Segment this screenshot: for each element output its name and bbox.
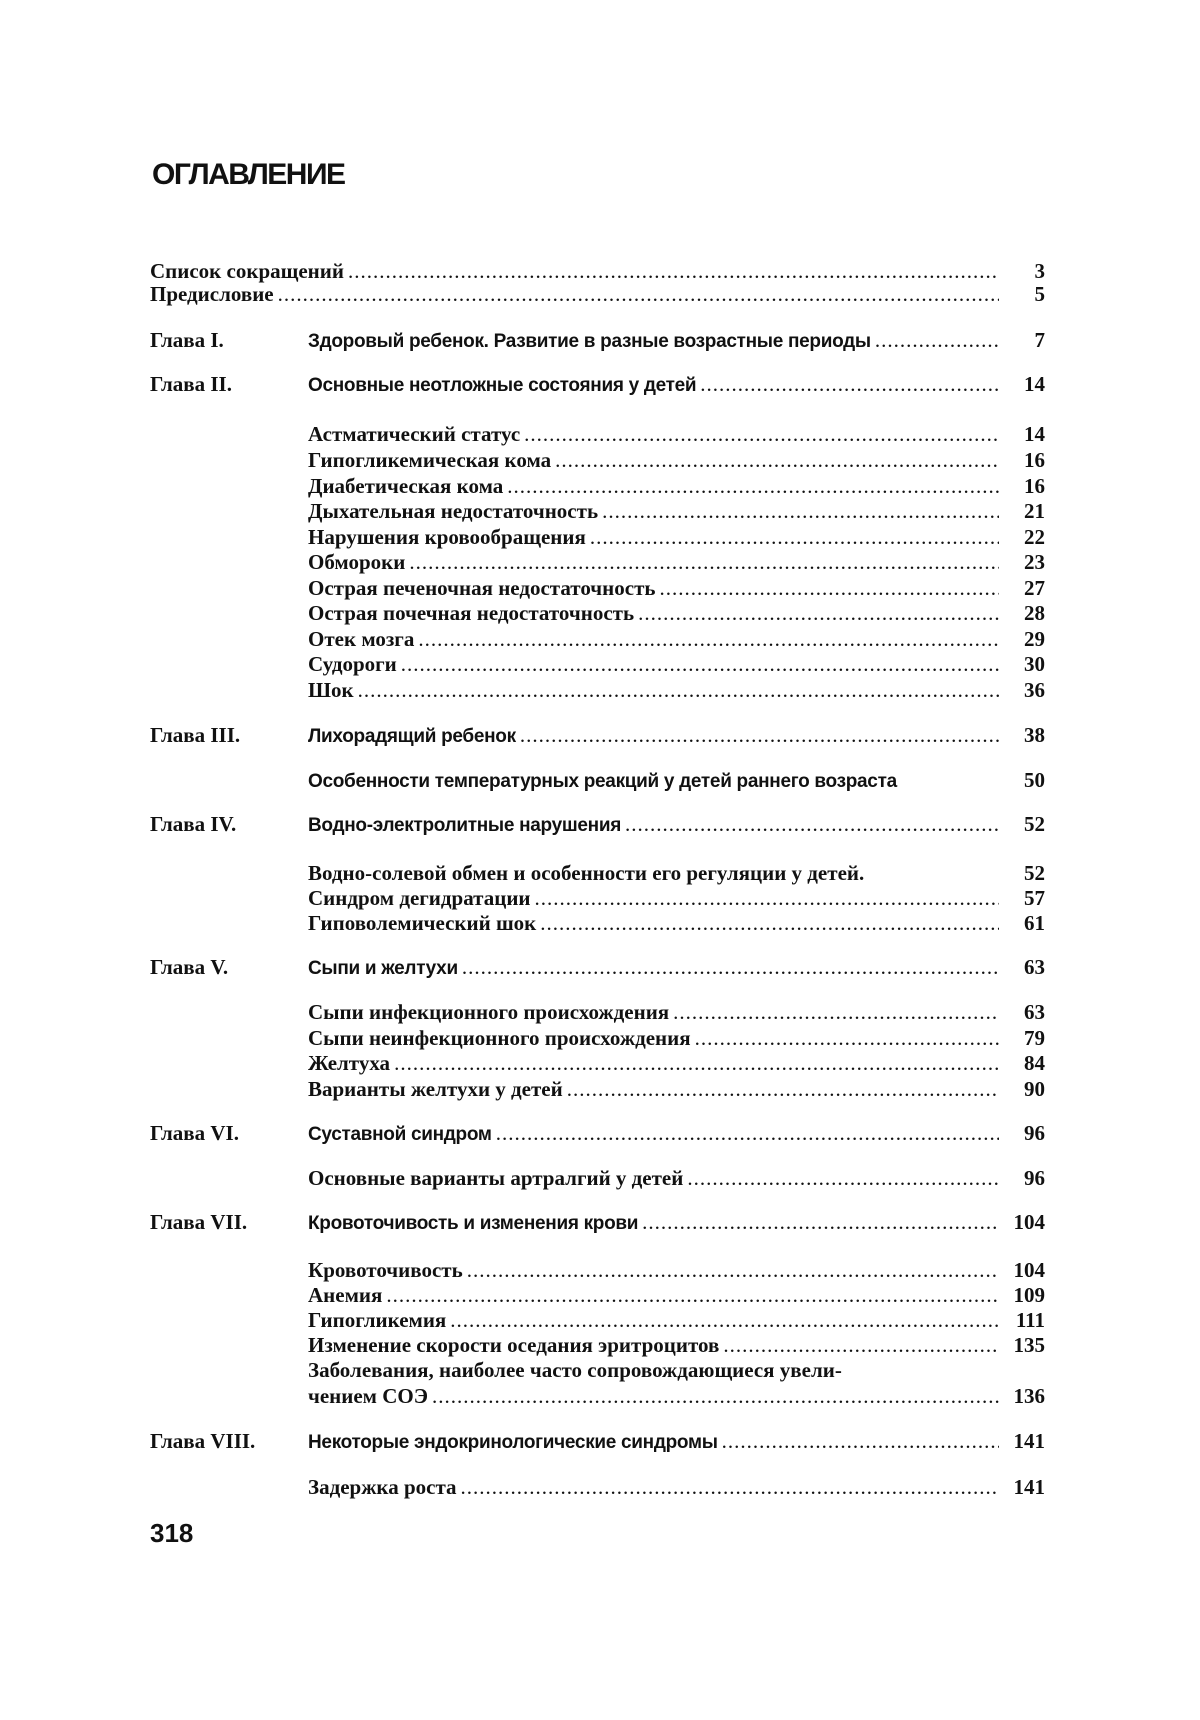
entry-title: Основные варианты артралгий у детей [308,1166,684,1190]
entry-page: 38 [1024,723,1045,747]
entry-title: Синдром дегидратации [308,886,531,910]
entry-page: 141 [1013,1475,1045,1499]
entry-title: Нарушения кровообращения [308,525,586,549]
entry-title: Отек мозга [308,627,415,651]
toc-entry [150,909,1045,937]
entry-page: 63 [1024,955,1045,979]
entry-page: 104 [1013,1258,1045,1282]
entry-page: 96 [1024,1166,1045,1190]
entry-page: 136 [1013,1384,1045,1408]
entry-title: Водно-солевой обмен и особенности его регуляции у детей. [308,861,865,885]
entry-title: Особенности температурных реакций у детей раннего возраста [308,771,897,792]
toc-entry [150,548,1045,576]
toc-chapter [150,1427,1045,1455]
toc-entry [150,280,1045,308]
entry-page: 90 [1024,1077,1045,1101]
chapter-title: Водно-электролитные нарушения [308,815,622,836]
toc-entry [150,1306,1045,1334]
entry-title: Сыпи инфекционного происхождения [308,1000,670,1024]
entry-title: Предисловие [150,282,274,306]
toc-entry [150,1281,1045,1309]
chapter-title: Здоровый ребенок. Развитие в разные возрастные периоды [308,331,871,352]
entry-page: 27 [1024,576,1045,600]
entry-title: Диабетическая кома [308,474,504,498]
entry-title-continued: Заболевания, наиболее часто сопровождающиеся увели- [308,1358,842,1382]
entry-title: чением СОЭ [308,1384,428,1408]
entry-page: 16 [1024,448,1045,472]
chapter-label: Глава VIII. [150,1429,256,1453]
page-number: 318 [150,1518,194,1548]
toc-entry [150,574,1045,602]
toc-entry [150,625,1045,653]
entry-title: Варианты желтухи у детей [308,1077,563,1101]
entry-page: 135 [1013,1333,1045,1357]
chapter-label: Глава VII. [150,1210,248,1234]
entry-page: 96 [1024,1121,1045,1145]
entry-page: 52 [1024,861,1045,885]
toc-entry [150,766,1045,794]
entry-title: Анемия [308,1283,383,1307]
chapter-label: Глава VI. [150,1121,239,1145]
toc-entry [150,650,1045,678]
toc-entry [150,1164,1045,1192]
entry-page: 50 [1024,768,1045,792]
entry-page: 30 [1024,652,1045,676]
toc-chapter [150,721,1045,749]
toc-entry [150,497,1045,525]
toc-entry [150,472,1045,500]
toc-entry [150,1049,1045,1077]
entry-title: Список сокращений [150,259,344,283]
entry-page: 61 [1024,911,1045,935]
toc-chapter [150,326,1045,354]
entry-page: 5 [1034,282,1045,306]
entry-title: Гипогликемическая кома [308,448,552,472]
entry-page: 21 [1024,499,1045,523]
entry-page: 7 [1034,328,1045,352]
entry-page: 104 [1013,1210,1045,1234]
entry-page: 79 [1024,1026,1045,1050]
chapter-label: Глава II. [150,372,232,396]
toc-chapter [150,1119,1045,1147]
toc-entry [150,420,1045,448]
toc-entry [150,1331,1045,1359]
toc-entry [150,1382,1045,1410]
entry-title: Шок [308,678,354,702]
toc-entry [150,859,1045,887]
chapter-title: Суставной синдром [308,1124,492,1145]
toc-entry [150,446,1045,474]
entry-page: 63 [1024,1000,1045,1024]
entry-page: 111 [1015,1308,1045,1332]
toc-chapter [150,1208,1045,1236]
entry-page: 84 [1024,1051,1045,1075]
toc-entry [150,1075,1045,1103]
chapter-label: Глава III. [150,723,241,747]
entry-title: Обмороки [308,550,406,574]
entry-page: 28 [1024,601,1045,625]
entry-title: Задержка роста [308,1475,457,1499]
entry-title: Желтуха [308,1051,391,1075]
entry-title: Кровоточивость [308,1258,463,1282]
toc-entry [150,523,1045,551]
entry-title: Острая печеночная недостаточность [308,576,656,600]
entry-page: 29 [1024,627,1045,651]
entry-title: Дыхательная недостаточность [308,499,599,523]
entry-page: 57 [1024,886,1045,910]
entry-page: 52 [1024,812,1045,836]
chapter-title: Лихорадящий ребенок [308,726,516,747]
entry-page: 14 [1024,422,1045,446]
entry-page: 16 [1024,474,1045,498]
chapter-label: Глава I. [150,328,224,352]
toc-entry [150,1256,1045,1284]
chapter-title: Сыпи и желтухи [308,958,458,979]
toc-entry [150,884,1045,912]
page-title: ОГЛАВЛЕНИЕ [152,158,345,191]
entry-title: Изменение скорости оседания эритроцитов [308,1333,720,1357]
entry-title: Астматический статус [308,422,521,446]
entry-page: 141 [1013,1429,1045,1453]
toc-entry [150,1024,1045,1052]
chapter-title: Основные неотложные состояния у детей [308,375,697,396]
entry-page: 23 [1024,550,1045,574]
entry-title: Гиповолемический шок [308,911,537,935]
toc-entry [150,998,1045,1026]
entry-page: 36 [1024,678,1045,702]
entry-page: 109 [1013,1283,1045,1307]
chapter-title: Некоторые эндокринологические синдромы [308,1432,718,1453]
entry-title: Острая почечная недостаточность [308,601,635,625]
entry-title: Сыпи неинфекционного происхождения [308,1026,691,1050]
chapter-label: Глава IV. [150,812,237,836]
entry-title: Судороги [308,652,397,676]
chapter-title: Кровоточивость и изменения крови [308,1213,639,1234]
toc-entry [150,676,1045,704]
toc-chapter [150,953,1045,981]
chapter-label: Глава V. [150,955,229,979]
entry-page: 22 [1024,525,1045,549]
toc-entry [150,599,1045,627]
toc-chapter [150,370,1045,398]
toc-chapter [150,810,1045,838]
entry-page: 14 [1024,372,1045,396]
entry-page: 3 [1034,259,1045,283]
toc-entry [150,1473,1045,1501]
entry-title: Гипогликемия [308,1308,447,1332]
